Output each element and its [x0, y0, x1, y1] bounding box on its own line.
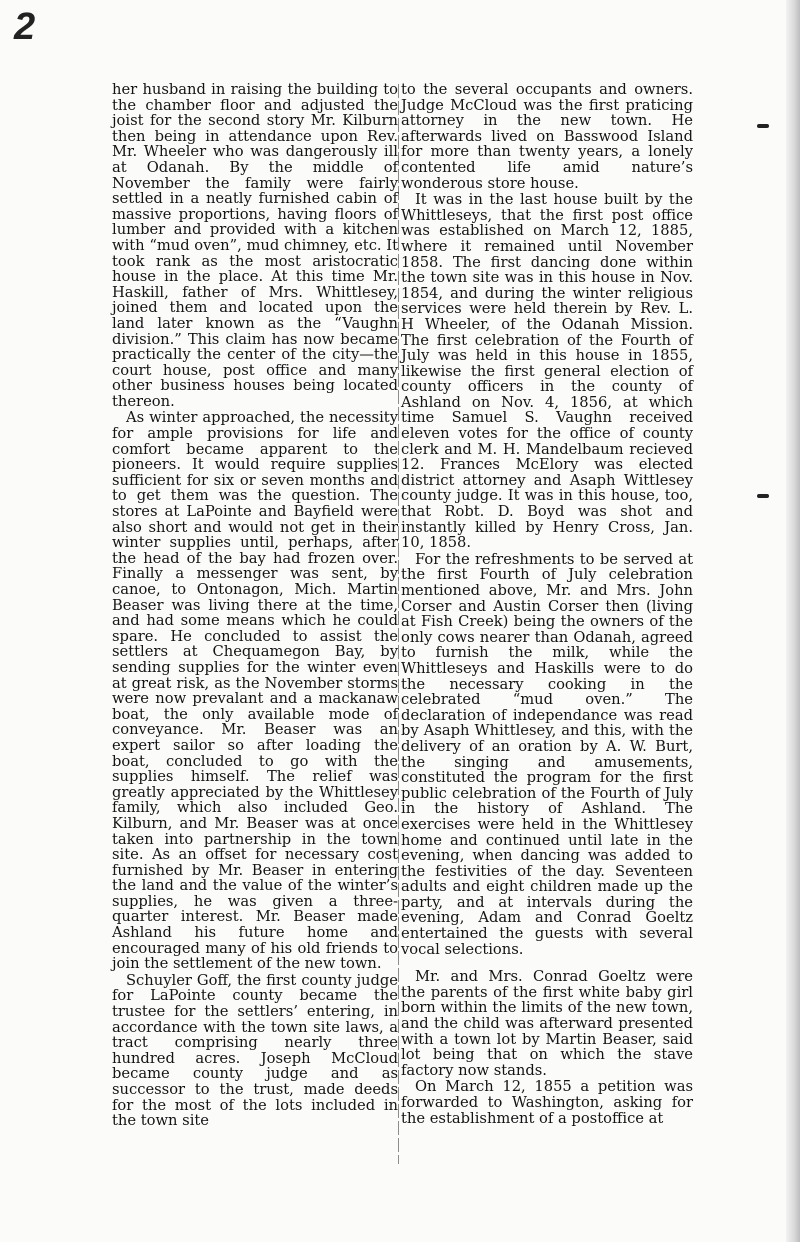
paragraph-right-2: It was in the last house built by the Whittleseys, that the first post office was established on March 12, 1885, where it remained until November 1858. The first dancing done within the town site was in this house in Nov. 1854, and during the winter religious services were held therein by Rev. L. H Wheeler, of the Odanah Mission. The first celebration of the Fourth of July was held in this house in 1855, likewise the first general election of county officers in the county of Ashland on Nov. 4, 1856, at which time Samuel S. Vaughn received eleven votes for the office of county clerk and M. H. Mandelbaum recieved 12. Frances McElory was elected district attorney and Asaph Wittlesey county judge. It was in this house, too, that Robt. D. Boyd was shot and instantly killed by Henry Cross, Jan. 10, 1858.	[401, 191, 693, 552]
paragraph-right-4: Mr. and Mrs. Conrad Goeltz were the parents of the first white baby girl born within the limits of the new town, and the child was afterward presented with a town lot by Martin Beaser, said lot being that on which the stave factory now stands.	[401, 968, 693, 1079]
paragraph-left-1: her husband in raising the building to the chamber floor and adjusted the joist for the second story Mr. Kilburn then being in attendance upon Rev. Mr. Wheeler who was dangerously ill at Odanah. By the middle of November the family were fairly settled in a neatly furnished cabin of massive proportions, having floors of lumber and provided with a kitchen with “mud oven”, mud chimney, etc. It took rank as the most aristocratic house in the place. At this time Mr. Haskill, father of Mrs. Whittlesey, joined them and located upon the land later known as the “Vaughn division.” This claim has now became practically the center of the city—the court house, post office and many other business houses being located thereon.	[112, 81, 398, 410]
paragraph-left-2: As winter approached, the necessity for ample provisions for life and comfort became apparent to the pioneers. It would require supplies sufficient for six or seven months and to get them was the question. The stores at LaPointe and Bayfield were also short and would not get in their winter supplies until, perhaps, after the head of the bay had frozen over. Finally a messenger was sent, by canoe, to Ontonagon, Mich. Martin Beaser was living there at the time, and had some means which he could spare. He concluded to assist the settlers at Chequamegon Bay, by sending supplies for the winter even at great risk, as the November storms were now prevalant and a mackanaw boat, the only available mode of conveyance. Mr. Beaser was an expert sailor so after loading the boat, concluded to go with the supplies himself. The relief was greatly appreciated by the Whittlesey family, which also included Geo. Kilburn, and Mr. Beaser was at once taken into partnership in the town site. As an offset for necessary cost furnished by Mr. Beaser in entering the land and the value of the winter’s supplies, he was given a three-quarter interest. Mr. Beaser made Ashland his future home and encouraged many of his old friends to join the settlement of the new town.	[112, 409, 398, 973]
paragraph-right-1: to the several occupants and owners. Judge McCloud was the first praticing attorney in the new town. He afterwards lived on Basswood Island for more than twenty years, a lonely contented life amid nature’s wonderous store house.	[401, 81, 693, 192]
page-number: 2	[14, 6, 36, 48]
right-column	[401, 82, 693, 1126]
column-divider	[398, 84, 399, 1164]
paragraph-right-3: For the refreshments to be served at the first Fourth of July celebration mentioned above, Mr. and Mrs. John Corser and Austin Corser then (living at Fish Creek) being the owners of the only cows nearer than Odanah, agreed to furnish the milk, while the Whittleseys and Haskills were to do the necessary cooking in the celebrated “mud oven.” The declaration of independance was read by Asaph Whittlesey, and this, with the delivery of an oration by A. W. Burt, the singing and amusements, constituted the program for the first public celebration of the Fourth of July in the history of Ashland. The exercises were held in the Whittlesey home and continued until late in the evening, when dancing was added to the festivities of the day. Seventeen adults and eight children made up the party, and at intervals during the evening, Adam and Conrad Goeltz entertained the guests with several vocal selections.	[401, 550, 693, 958]
page-edge-shadow	[786, 0, 800, 1242]
margin-mark	[757, 124, 769, 128]
margin-mark	[757, 494, 769, 498]
left-column	[112, 82, 398, 1129]
paragraph-right-5: On March 12, 1855 a petition was forwarded to Washington, asking for the establishment of a postoffice at	[401, 1078, 693, 1127]
paragraph-left-3: Schuyler Goff, the first county judge for LaPointe county became the trustee for the settlers’ entering, in accordance with the town site laws, a tract comprising nearly three hundred acres. Joseph McCloud became county judge and as successor to the trust, made deeds for the most of the lots included in the town site	[112, 971, 398, 1130]
